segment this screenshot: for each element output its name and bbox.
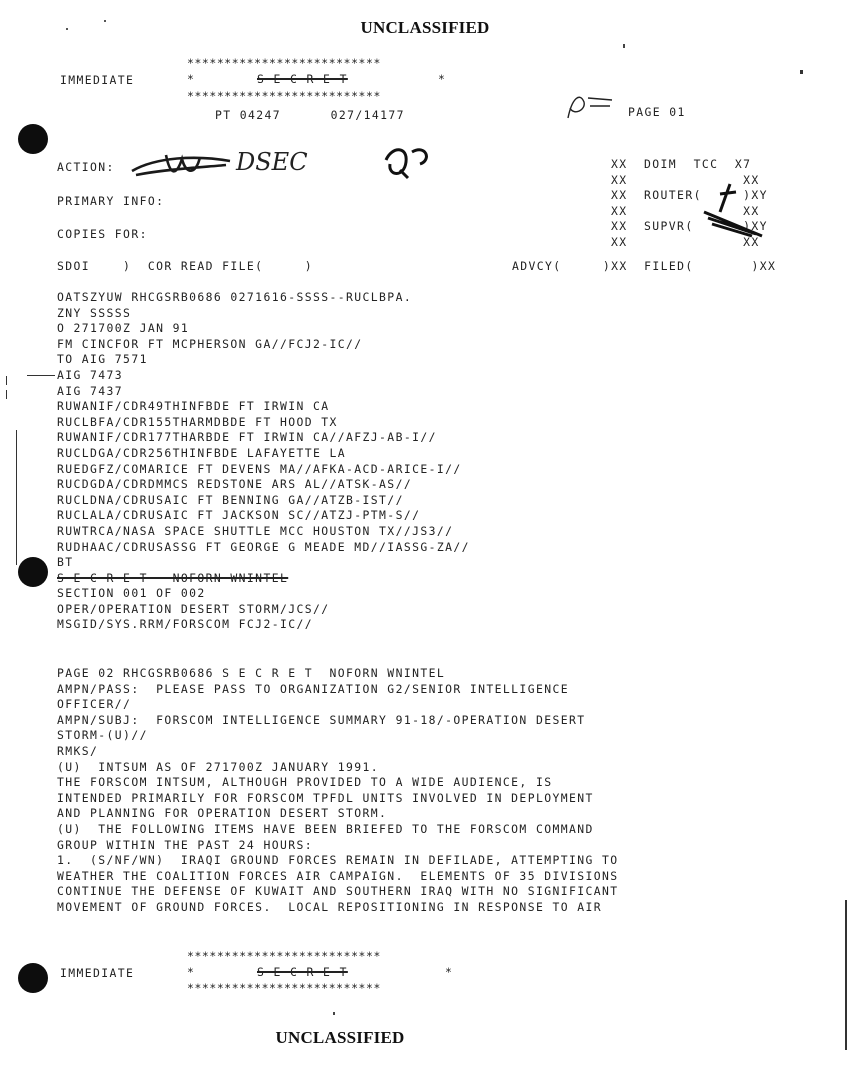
footer-star-right: * — [445, 965, 454, 979]
message-line: MSGID/SYS.RRM/FORSCOM FCJ2-IC// — [57, 617, 313, 632]
message-line: RUWTRCA/NASA SPACE SHUTTLE MCC HOUSTON TX//JS3// — [57, 523, 454, 538]
routing-right-line: XX XX — [611, 203, 760, 218]
body-line: WEATHER THE COALITION FORCES AIR CAMPAIGN. ELEMENTS OF 35 DIVISIONS — [57, 868, 619, 883]
footer-secret-banner: S E C R E T — [257, 965, 348, 979]
page-label: PAGE 01 — [628, 105, 686, 119]
message-line: RUWANIF/CDR177THARBDE FT IRWIN CA//AFZJ-AB-I// — [57, 430, 437, 445]
message-line: TO AIG 7571 — [57, 352, 148, 367]
routing-right-line: XX ROUTER( )XY — [611, 188, 768, 203]
message-header-block — [57, 290, 470, 633]
body-line: CONTINUE THE DEFENSE OF KUWAIT AND SOUTHERN IRAQ WITH NO SIGNIFICANT — [57, 884, 619, 899]
margin-bracket-mark — [27, 375, 55, 376]
body-line: AND PLANNING FOR OPERATION DESERT STORM. — [57, 806, 388, 821]
advcy-filed-line: ADVCY( )XX FILED( )XX — [512, 259, 777, 273]
routing-right-line: XX XX — [611, 234, 760, 249]
message-line: FM CINCFOR FT MCPHERSON GA//FCJ2-IC// — [57, 336, 363, 351]
message-line: O 271700Z JAN 91 — [57, 321, 190, 336]
message-line-secret-noforn: S E C R E T NOFORN WNINTEL — [57, 570, 289, 585]
header-secret-banner: S E C R E T — [257, 72, 348, 86]
record-line: PT 04247 027/14177 — [215, 108, 405, 122]
handwritten-initials-mark — [560, 88, 620, 124]
message-line: BT — [57, 555, 74, 570]
handwritten-router-supvr-mark — [690, 178, 770, 240]
message-line: AIG 7437 — [57, 383, 124, 398]
handwritten-initials-scribble — [378, 140, 438, 184]
bottom-classification-marking: UNCLASSIFIED — [275, 1028, 405, 1047]
copies-for-label: COPIES FOR: — [57, 227, 148, 241]
message-line: RUDHAAC/CDRUSASSG FT GEORGE G MEADE MD//IASSG-ZA// — [57, 539, 470, 554]
action-label: ACTION: — [57, 160, 115, 174]
body-line: THE FORSCOM INTSUM, ALTHOUGH PROVIDED TO A WIDE AUDIENCE, IS — [57, 775, 553, 790]
header-star-border-bottom: ************************** — [187, 89, 381, 103]
message-line: RUCLDGA/CDR256THINFBDE LAFAYETTE LA — [57, 445, 347, 460]
margin-tick — [6, 376, 7, 385]
punch-hole-bottom — [18, 963, 48, 993]
margin-tick — [6, 390, 7, 399]
body-line: INTENDED PRIMARILY FOR FORSCOM TPFDL UNITS INVOLVED IN DEPLOYMENT — [57, 790, 594, 805]
body-line: MOVEMENT OF GROUND FORCES. LOCAL REPOSITIONING IN RESPONSE TO AIR — [57, 899, 603, 914]
punch-hole-middle — [18, 557, 48, 587]
body-line: (U) THE FOLLOWING ITEMS HAVE BEEN BRIEFED TO THE FORSCOM COMMAND — [57, 821, 594, 836]
body-line: AMPN/SUBJ: FORSCOM INTELLIGENCE SUMMARY 91-18/-OPERATION DESERT — [57, 712, 586, 727]
header-star-right: * — [438, 72, 447, 86]
message-line: RUCDGDA/CDRDMMCS REDSTONE ARS AL//ATSK-AS// — [57, 477, 413, 492]
body-line: (U) INTSUM AS OF 271700Z JANUARY 1991. — [57, 759, 380, 774]
handwritten-action-value: DSEC — [236, 148, 308, 176]
scan-speck — [623, 44, 625, 48]
scan-speck — [333, 1012, 335, 1015]
message-body-block — [57, 666, 619, 916]
routing-right-line: XX XX — [611, 172, 760, 187]
primary-info-label: PRIMARY INFO: — [57, 194, 165, 208]
body-line: PAGE 02 RHCGSRB0686 S E C R E T NOFORN WNINTEL — [57, 666, 446, 680]
body-line: OFFICER// — [57, 697, 132, 712]
footer-precedence-label: IMMEDIATE — [60, 966, 135, 980]
message-line: RUWANIF/CDR49THINFBDE FT IRWIN CA — [57, 399, 330, 414]
message-line: AIG 7473 — [57, 367, 124, 382]
scan-speck — [104, 20, 106, 22]
header-star-left: * — [187, 72, 196, 86]
body-line: 1. (S/NF/WN) IRAQI GROUND FORCES REMAIN IN DEFILADE, ATTEMPTING TO — [57, 853, 619, 868]
message-line: RUEDGFZ/COMARICE FT DEVENS MA//AFKA-ACD-ARICE-I// — [57, 461, 462, 476]
footer-star-border-bottom: ************************** — [187, 981, 381, 995]
body-line: GROUP WITHIN THE PAST 24 HOURS: — [57, 837, 313, 852]
footer-star-border-top: ************************** — [187, 949, 381, 963]
header-star-border-top: ************************** — [187, 56, 381, 70]
scan-speck — [66, 28, 68, 30]
message-line: OPER/OPERATION DESERT STORM/JCS// — [57, 601, 330, 616]
body-line: AMPN/PASS: PLEASE PASS TO ORGANIZATION G2/SENIOR INTELLIGENCE — [57, 681, 569, 696]
scan-speck — [800, 70, 803, 74]
handwritten-action-scribble — [126, 145, 236, 185]
top-classification-marking: UNCLASSIFIED — [360, 18, 490, 37]
routing-right-line: XX DOIM TCC X7 — [611, 157, 752, 171]
message-line: ZNY SSSSS — [57, 305, 132, 320]
message-line: OATSZYUW RHCGSRB0686 0271616-SSSS--RUCLBPA. — [57, 290, 413, 304]
routing-right-line: XX SUPVR( )XY — [611, 219, 768, 234]
punch-hole-top — [18, 124, 48, 154]
message-line: RUCLBFA/CDR155THARMDBDE FT HOOD TX — [57, 414, 338, 429]
message-line: SECTION 001 OF 002 — [57, 586, 206, 601]
body-line: RMKS/ — [57, 743, 99, 758]
message-line: RUCLALA/CDRUSAIC FT JACKSON SC//ATZJ-PTM-S// — [57, 508, 421, 523]
right-edge-line — [845, 900, 847, 1050]
footer-star-left: * — [187, 965, 196, 979]
sdoi-cor-read-file-line: SDOI ) COR READ FILE( ) — [57, 259, 313, 273]
body-line: STORM-(U)// — [57, 728, 148, 743]
message-line: RUCLDNA/CDRUSAIC FT BENNING GA//ATZB-IST// — [57, 492, 404, 507]
precedence-label: IMMEDIATE — [60, 73, 135, 87]
margin-vertical-line — [16, 430, 17, 565]
